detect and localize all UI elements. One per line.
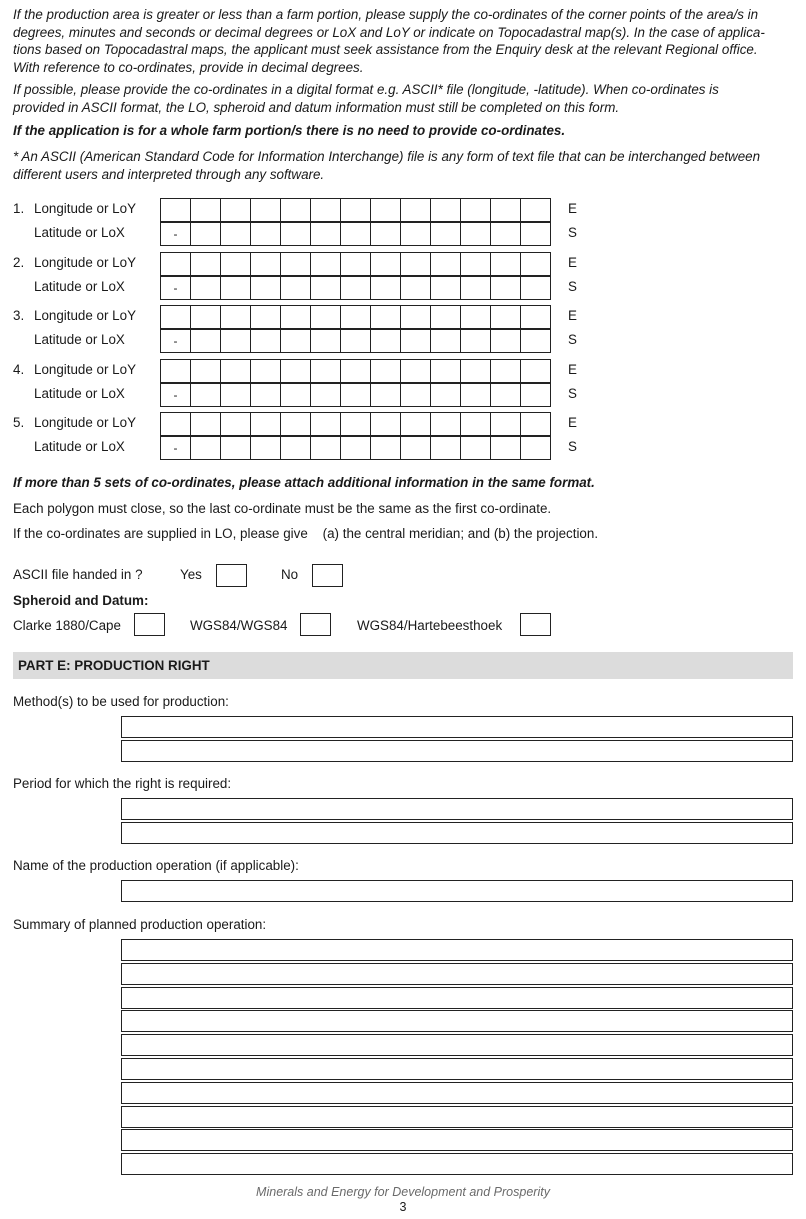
coordinate-digit-cell[interactable] [370,305,401,329]
latitude-sign-cell[interactable]: - [160,222,191,246]
coordinate-digit-cell[interactable] [400,198,431,222]
latitude-label: Latitude or LoX [34,225,125,240]
coordinate-digit-cell[interactable] [190,359,221,383]
coordinate-digit-cells [160,383,551,407]
coordinate-digit-cell[interactable] [220,383,251,407]
coordinate-digit-cell[interactable] [370,359,401,383]
coordinate-digit-cell[interactable] [370,412,401,436]
coordinate-digit-cell[interactable] [220,412,251,436]
coordinate-digit-cell[interactable] [190,436,221,460]
ascii-yes-checkbox[interactable] [216,564,247,587]
coordinate-digit-cell[interactable] [400,329,431,353]
spheroid-option-wgs84-checkbox[interactable] [300,613,331,636]
coordinate-digit-cell[interactable] [400,436,431,460]
coordinate-digit-cell[interactable] [460,222,491,246]
coordinate-digit-cell[interactable] [340,436,371,460]
coordinate-digit-cell[interactable] [430,305,461,329]
intro-paragraph-4 [13,148,793,183]
east-suffix: E [568,361,577,377]
coordinate-digit-cell[interactable] [490,198,521,222]
spheroid-option-clarke-checkbox[interactable] [134,613,165,636]
longitude-label: Longitude or LoY [34,361,136,377]
coordinate-digit-cell[interactable] [310,412,341,436]
spheroid-option-hartebeesthoek-checkbox[interactable] [520,613,551,636]
coordinate-digit-cell[interactable] [340,198,371,222]
coordinate-digit-cell[interactable] [310,305,341,329]
coordinate-digit-cell[interactable] [460,276,491,300]
longitude-row [13,359,793,383]
coordinate-digit-cell[interactable] [520,383,551,407]
coordinate-digit-cell[interactable] [370,198,401,222]
coordinate-digit-cell[interactable] [220,305,251,329]
coordinate-digit-cell[interactable] [460,436,491,460]
longitude-row [13,305,793,329]
coordinate-digit-cell[interactable] [370,436,401,460]
coordinate-digit-cell[interactable] [310,198,341,222]
latitude-row [13,436,793,460]
latitude-sign-cell[interactable]: - [160,276,191,300]
intro-p1-line: tions based on Topocadastral maps, the applicant must seek assistance from the Enquiry desk at the relevant Regional office. [13,42,758,57]
coordinate-set-number: 4. [13,361,25,377]
coordinate-digit-cell[interactable] [460,252,491,276]
coordinate-digit-cell[interactable] [520,329,551,353]
longitude-label: Longitude or LoY [34,308,136,323]
coordinate-digit-cell[interactable] [280,359,311,383]
coordinate-digit-cells [160,276,551,300]
coordinate-digit-cell[interactable] [340,329,371,353]
latitude-sign-cell[interactable]: - [160,436,191,460]
latitude-row [13,276,793,300]
coordinate-digit-cells [160,305,551,329]
coordinate-digit-cell[interactable] [490,222,521,246]
coordinate-digit-cell[interactable] [310,252,341,276]
coordinate-digit-cell[interactable] [220,276,251,300]
coordinate-digit-cell[interactable] [280,276,311,300]
summary-input-line[interactable] [121,1010,793,1032]
coordinate-digit-cell[interactable] [370,252,401,276]
coordinate-digit-cell[interactable] [460,383,491,407]
spheroid-option-clarke-label: Clarke 1880/Cape [13,618,121,633]
period-input-line-1[interactable] [121,798,793,820]
intro-p1-line: degrees, minutes and seconds or decimal degrees or LoX and LoY or indicate on Topocadastral map(s). In the case of applica- [13,24,765,40]
coordinate-digit-cell[interactable] [310,329,341,353]
coordinate-digit-cell[interactable] [190,198,221,222]
coordinate-digit-cell[interactable] [160,412,191,436]
coordinate-digit-cell[interactable] [400,305,431,329]
latitude-sign-cell[interactable]: - [160,329,191,353]
latitude-row [13,329,793,353]
coordinate-digit-cell[interactable] [520,436,551,460]
coordinate-digit-cell[interactable] [520,222,551,246]
coordinate-digit-cell[interactable] [160,359,191,383]
longitude-row [13,198,793,222]
coordinate-digit-cell[interactable] [310,276,341,300]
intro-p4-line: different users and interpreted through any software. [13,166,325,182]
coordinate-digit-cell[interactable] [520,252,551,276]
coordinate-digit-cell[interactable] [340,222,371,246]
coordinate-digit-cell[interactable] [460,412,491,436]
coordinate-digit-cell[interactable] [430,252,461,276]
coordinate-digit-cells [160,222,551,246]
polygon-close-note: Each polygon must close, so the last co-ordinate must be the same as the first co-ordinate. [13,501,552,516]
method-input-line-1[interactable] [121,716,793,738]
coordinate-digit-cell[interactable] [250,222,281,246]
east-suffix: E [568,308,577,323]
coordinate-digit-cell[interactable] [370,222,401,246]
spheroid-option-wgs84-label: WGS84/WGS84 [190,618,288,633]
period-input-line-2[interactable] [121,822,793,844]
coordinate-digit-cell[interactable] [370,329,401,353]
coordinate-digit-cell[interactable] [190,305,221,329]
coordinate-digit-cell[interactable] [490,436,521,460]
ascii-no-checkbox[interactable] [312,564,343,587]
south-suffix: S [568,278,577,294]
coordinate-digit-cell[interactable] [250,412,281,436]
coordinate-digit-cell[interactable] [220,222,251,246]
longitude-label: Longitude or LoY [34,254,136,270]
coordinate-digit-cell[interactable] [490,412,521,436]
coordinate-digit-cells [160,412,551,436]
operation-name-label: Name of the production operation (if applicable): [13,858,299,873]
ascii-label: ASCII file handed in ? [13,567,143,582]
coordinate-digit-cell[interactable] [340,305,371,329]
summary-input-line[interactable] [121,1034,793,1056]
coordinate-digit-cell[interactable] [250,276,281,300]
coordinate-digit-cell[interactable] [220,359,251,383]
south-suffix: S [568,225,577,240]
part-e-title: PART E: PRODUCTION RIGHT [18,658,210,673]
coordinate-digit-cell[interactable] [190,252,221,276]
latitude-label: Latitude or LoX [34,278,125,294]
coordinate-digit-cell[interactable] [250,305,281,329]
latitude-label: Latitude or LoX [34,332,125,347]
coordinate-digit-cell[interactable] [250,359,281,383]
longitude-label: Longitude or LoY [34,201,136,216]
coordinate-digit-cell[interactable] [340,359,371,383]
intro-paragraph-3: If the application is for a whole farm portion/s there is no need to provide co-ordinates. [13,123,566,138]
coordinate-digit-cell[interactable] [190,276,221,300]
coordinate-digit-cell[interactable] [400,412,431,436]
intro-p1-line: If the production area is greater or less than a farm portion, please supply the co-ordinates of the corner points of the area/s in [13,7,759,22]
coordinate-digit-cell[interactable] [280,198,311,222]
coordinate-digit-cell[interactable] [490,252,521,276]
coordinate-digit-cell[interactable] [250,383,281,407]
longitude-row [13,252,793,276]
coordinate-digit-cell[interactable] [310,383,341,407]
coordinate-digit-cell[interactable] [430,359,461,383]
coordinate-digit-cell[interactable] [370,276,401,300]
coordinate-digit-cell[interactable] [220,252,251,276]
summary-input-line[interactable] [121,1058,793,1080]
coordinate-digit-cell[interactable] [190,222,221,246]
coordinate-digit-cell[interactable] [520,305,551,329]
coordinate-digit-cell[interactable] [430,436,461,460]
coordinate-digit-cell[interactable] [280,222,311,246]
coordinate-digit-cell[interactable] [190,329,221,353]
coordinate-digit-cell[interactable] [430,276,461,300]
east-suffix: E [568,415,577,430]
coordinate-digit-cells [160,252,551,276]
longitude-row [13,412,793,436]
intro-p2-line: If possible, please provide the co-ordinates in a digital format e.g. ASCII* file (longitude, -latitude). When co-ordinates is [13,82,719,97]
coordinate-digit-cell[interactable] [310,436,341,460]
summary-input-line[interactable] [121,1129,793,1151]
ascii-no-label: No [281,567,299,582]
coordinate-digit-cells [160,329,551,353]
coordinate-digit-cell[interactable] [160,198,191,222]
coordinate-set-number: 2. [13,254,25,270]
coordinate-digit-cell[interactable] [250,436,281,460]
coordinate-digit-cell[interactable] [160,305,191,329]
coordinate-digit-cell[interactable] [280,305,311,329]
intro-paragraph-2 [13,81,793,116]
coordinate-digit-cell[interactable] [400,252,431,276]
spheroid-option-hartebeesthoek-label: WGS84/Hartebeesthoek [357,618,503,633]
period-label: Period for which the right is required: [13,776,232,791]
east-suffix: E [568,201,577,216]
coordinate-digit-cell[interactable] [400,222,431,246]
coordinate-digit-cell[interactable] [370,383,401,407]
south-suffix: S [568,439,577,454]
coordinate-digit-cell[interactable] [280,252,311,276]
intro-p4-line: * An ASCII (American Standard Code for Information Interchange) file is any form of text file that can be interchanged between [13,149,761,164]
coordinate-digit-cell[interactable] [520,198,551,222]
coordinate-digit-cell[interactable] [160,252,191,276]
coordinate-digit-cell[interactable] [280,329,311,353]
coordinate-digit-cell[interactable] [340,276,371,300]
coordinate-digit-cell[interactable] [310,359,341,383]
coordinate-digit-cell[interactable] [400,359,431,383]
coordinate-digit-cell[interactable] [490,329,521,353]
part-e-section-header [13,652,793,679]
intro-p2-line: provided in ASCII format, the LO, spheroid and datum information must still be completed on this form. [13,99,620,115]
coordinate-digit-cell[interactable] [190,383,221,407]
latitude-label: Latitude or LoX [34,439,125,454]
operation-name-input[interactable] [121,880,793,902]
coordinate-set-number: 3. [13,308,25,323]
coordinate-digit-cell[interactable] [280,383,311,407]
coordinate-digit-cells [160,359,551,383]
coordinate-digit-cell[interactable] [280,412,311,436]
footer-tagline: Minerals and Energy for Development and Prosperity [256,1185,550,1199]
coordinate-set-number: 1. [13,201,25,216]
coordinate-digit-cells [160,436,551,460]
coordinate-digit-cell[interactable] [250,198,281,222]
latitude-label: Latitude or LoX [34,385,125,401]
summary-input-line[interactable] [121,939,793,961]
coordinate-digit-cell[interactable] [490,276,521,300]
south-suffix: S [568,385,577,401]
east-suffix: E [568,254,577,270]
coordinate-digit-cell[interactable] [430,198,461,222]
summary-input-line[interactable] [121,1153,793,1175]
coordinate-digit-cell[interactable] [400,276,431,300]
coordinate-digit-cell[interactable] [430,383,461,407]
latitude-sign-cell[interactable]: - [160,383,191,407]
coordinate-digit-cells [160,198,551,222]
coordinate-digit-cell[interactable] [220,198,251,222]
coordinate-digit-cell[interactable] [220,436,251,460]
coordinate-digit-cell[interactable] [340,252,371,276]
latitude-row [13,222,793,246]
lo-note: If the co-ordinates are supplied in LO, please give (a) the central meridian; and (b) the projection. [13,526,599,541]
south-suffix: S [568,332,577,347]
ascii-yes-label: Yes [180,567,202,582]
coordinate-digit-cell[interactable] [430,222,461,246]
coordinate-digit-cell[interactable] [430,329,461,353]
summary-label: Summary of planned production operation: [13,917,267,932]
coordinate-set-number: 5. [13,415,25,430]
coordinate-digit-cell[interactable] [280,436,311,460]
intro-p1-line: With reference to co-ordinates, provide in decimal degrees. [13,59,364,75]
coordinate-digit-cell[interactable] [220,329,251,353]
page-number: 3 [399,1200,407,1214]
more-than-five-note: If more than 5 sets of co-ordinates, please attach additional information in the same format. [13,475,595,490]
latitude-row [13,383,793,407]
summary-input-line[interactable] [121,1106,793,1128]
coordinate-digit-cell[interactable] [490,305,521,329]
coordinate-digit-cell[interactable] [400,383,431,407]
summary-input-line[interactable] [121,1082,793,1104]
coordinate-digit-cell[interactable] [520,276,551,300]
method-label: Method(s) to be used for production: [13,694,229,709]
coordinate-digit-cell[interactable] [520,412,551,436]
coordinate-digit-cell[interactable] [490,359,521,383]
coordinate-digit-cell[interactable] [460,305,491,329]
coordinate-digit-cell[interactable] [430,412,461,436]
coordinate-digit-cell[interactable] [310,222,341,246]
coordinate-digit-cell[interactable] [190,412,221,436]
intro-paragraph-1 [13,6,793,76]
summary-input-line[interactable] [121,987,793,1009]
coordinate-digit-cell[interactable] [340,412,371,436]
method-input-line-2[interactable] [121,740,793,762]
coordinate-digit-cell[interactable] [250,329,281,353]
coordinate-digit-cell[interactable] [490,383,521,407]
longitude-label: Longitude or LoY [34,415,136,430]
coordinate-digit-cell[interactable] [460,359,491,383]
coordinate-digit-cell[interactable] [520,359,551,383]
coordinate-digit-cell[interactable] [460,329,491,353]
summary-input-line[interactable] [121,963,793,985]
spheroid-heading: Spheroid and Datum: [13,593,149,608]
coordinate-digit-cell[interactable] [340,383,371,407]
coordinate-digit-cell[interactable] [250,252,281,276]
coordinate-digit-cell[interactable] [460,198,491,222]
